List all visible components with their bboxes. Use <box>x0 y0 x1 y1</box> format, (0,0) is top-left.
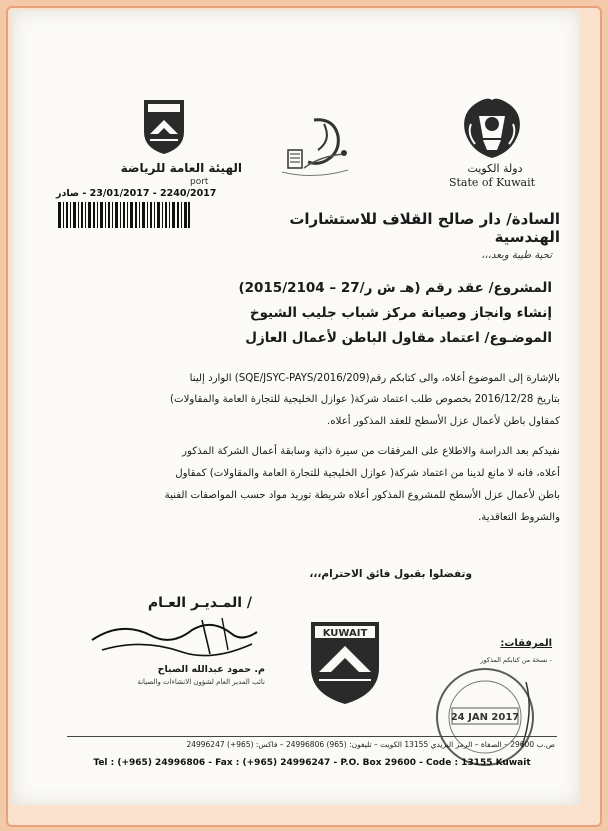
addressee: السادة/ دار صالح القلاف للاستشارات الهندسية <box>289 210 560 246</box>
greeting: تحية طيبة وبعد،،، <box>481 250 552 261</box>
body-paragraph-1-line-2: بتاريخ 2016/12/28 بخصوص طلب اعتماد شركة( عوازل الخليجية للتجارة العامة والمقاولات) <box>170 394 560 405</box>
state-name-en: State of Kuwait <box>448 176 536 189</box>
pai-logo-icon <box>140 96 188 156</box>
body-paragraph-1-line-3: كمقاول باطن لأعمال عزل الأسطح للعقد المذكور أعلاه. <box>327 416 560 427</box>
subject-line: الموضـوع/ اعتماد مقاول الباطن لأعمال العازل <box>245 330 552 346</box>
footer-arabic: ص.ب 29600 – الصفاة – الرمز البريدي 13155 الكويت – تليفون: (965) 24996806 – فاكس: (965+) 24996247 <box>186 740 555 749</box>
calligraphy-logo-icon <box>274 110 356 190</box>
stamp-date: 24 JAN 2017 <box>450 712 520 723</box>
port-label: port <box>190 177 209 187</box>
attachments-title: المرفقات: <box>500 638 552 649</box>
signatory-name: م. حمود عبدالله الصباح <box>157 664 265 675</box>
project-contract: المشروع/ عقد رقم (هـ ش ر/27 – 2015/2104) <box>238 280 552 296</box>
body-paragraph-1-line-1: بالإشارة إلى الموضوع أعلاه، والى كتابكم رقم(SQE/JSYC-PAYS/2016/209) الوارد إلينا <box>189 373 560 384</box>
body-paragraph-2-line-1: نفيدكم بعد الدراسة والاطلاع على المرفقات من سيرة ذاتية وسابقة أعمال الشركة المذكور <box>182 446 560 457</box>
attachment-item: - نسخة من كتابكم المذكور <box>480 656 552 664</box>
signatory-position: نائب المدير العام لشؤون الانشاءات والصيانة <box>137 678 265 686</box>
pai-name: الهيئة العامة للرياضة <box>120 161 242 175</box>
project-title: إنشاء وانجاز وصيانة مركز شباب جليب الشيوخ <box>249 305 552 321</box>
body-paragraph-2-line-3: باطن لأعمال عزل الأسطح للمشروع المذكور أعلاه شريطة توريد مواد حسب المواصفات الفنية <box>164 490 560 501</box>
body-paragraph-2-line-2: أعلاه، فانه لا مانع لدينا من اعتماد شركة( عوازل الخليجية للتجارة العامة والمقاولات) كمقاول <box>175 468 560 479</box>
body-paragraph-2-line-4: والشروط التعاقدية. <box>478 512 560 523</box>
kuwait-emblem-icon <box>457 94 527 162</box>
barcode-icon <box>58 202 190 228</box>
reference-number: 2240/2017 - 23/01/2017 - صادر <box>56 188 217 199</box>
kuwait-shield-seal-icon <box>305 616 385 708</box>
shield-text: KUWAIT <box>322 628 368 639</box>
closing-line: وتفضلوا بقبول فائق الاحترام،،، <box>309 568 472 580</box>
letter-document <box>12 10 580 805</box>
state-name-ar: دولة الكويت <box>467 162 523 175</box>
general-manager-title: / المـديـر العـام <box>147 595 252 611</box>
footer-english: Tel : (+965) 24996806 - Fax : (+965) 24996247 - P.O. Box 29600 - Code : 13155 Kuwait <box>93 758 531 768</box>
